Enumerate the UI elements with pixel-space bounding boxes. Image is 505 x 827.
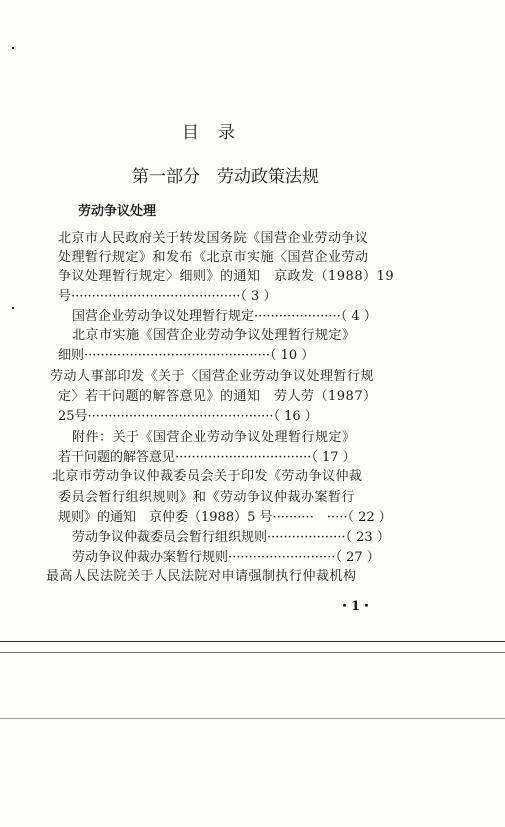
toc-title: 目 录 [182,123,236,143]
toc-entry-line: 争议处理暂行规定〉细则》的通知 京政发（1988）19 [58,269,395,284]
toc-entry-line: 定〉若干问题的解答意见》的通知 劳人劳（1987） [58,389,377,404]
toc-entry-line: 号·········································（ 3 ） [58,289,277,304]
toc-entry-line: 北京市劳动争议仲裁委员会关于印发《劳动争议仲裁 [52,469,363,484]
toc-entry-line: 最高人民法院关于人民法院对申请强制执行仲裁机构 [46,569,357,584]
toc-entry-line: 规则》的通知 京仲委（1988）5 号·········· ·····（ 22 ） [58,510,392,525]
toc-entry-line: 细则·············································（ 10 ） [58,348,315,363]
scan-edge-rule [0,718,505,719]
toc-entry-line: 国营企业劳动争议处理暂行规定·····················（ 4 ） [72,309,377,324]
section-heading: 劳动争议处理 [78,204,157,219]
toc-entry-line: 若干问题的解答意见·································（ 17 ） [58,450,356,465]
scan-edge-rule [0,652,505,653]
toc-entry-line: 附件：关于《国营企业劳动争议处理暂行规定》 [72,430,356,445]
toc-entry-line: 委员会暂行组织规则》和《劳动争议仲裁办案暂行 [58,490,356,505]
toc-entry-line: 处理暂行规定》和发布《北京市实施〈国营企业劳动 [58,250,369,265]
toc-entry-line: 25号·············································（ 16 ） [58,409,318,424]
part-heading: 第一部分 劳动政策法规 [132,167,319,187]
toc-entry-line: 劳动争议仲裁委员会暂行组织规则···················（ 23 ） [72,530,390,545]
toc-entry-line: 北京市实施《国营企业劳动争议处理暂行规定》 [72,328,356,343]
toc-entry-line: 劳动争议仲裁办案暂行规则··························（ 27 ） [72,550,380,565]
scan-edge-rule [0,641,505,642]
toc-entry-line: 劳动人事部印发《关于〈国营企业劳动争议处理暂行规 [50,369,375,384]
scan-mark [12,307,14,309]
scan-mark [12,47,14,49]
page-number: ・1・ [338,599,374,614]
toc-entry-line: 北京市人民政府关于转发国务院《国营企业劳动争议 [58,231,369,246]
